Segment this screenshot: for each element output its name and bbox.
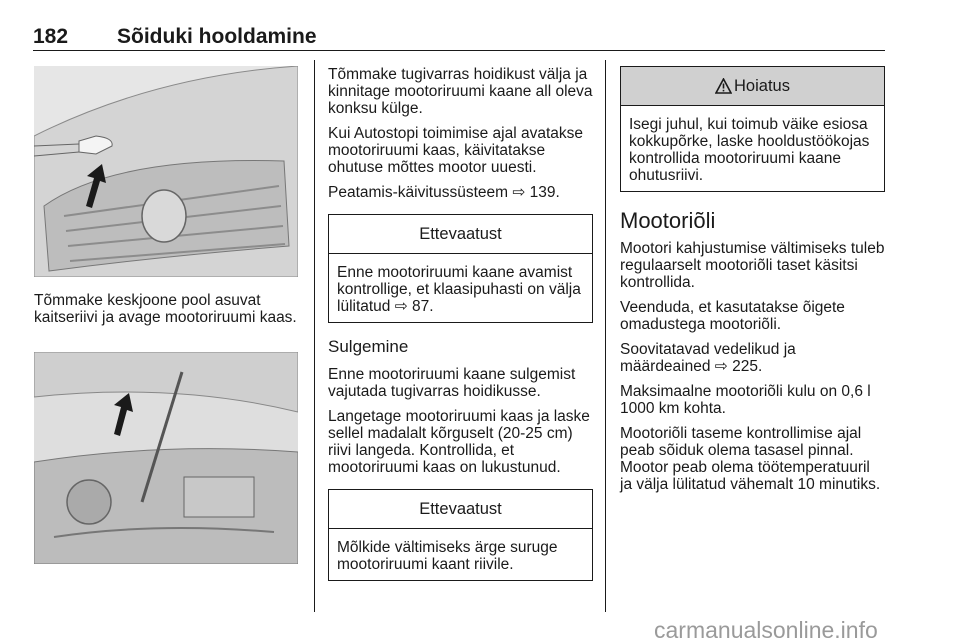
hood-open-instruction: Tõmmake keskjoone pool asuvat kaitseriivi ja avage mootoriruumi kaas.	[34, 292, 297, 326]
right-column	[620, 66, 885, 501]
prop-rod-paragraph: Tõmmake tugivarras hoidikust välja ja kinnitage mootoriruumi kaane all oleva konksu külge.	[328, 66, 593, 117]
oil-paragraph-4: Maksimaalne mootoriõli kulu on 0,6 l 1000 km kohta.	[620, 383, 871, 417]
oil-paragraph-2: Veenduda, et kasutatakse õigete omadustega mootoriõli.	[620, 299, 845, 333]
page-title: Sõiduki hooldamine	[117, 25, 317, 48]
header-divider	[33, 50, 885, 51]
left-column	[34, 292, 300, 334]
caution-body: Enne mootoriruumi kaane avamist kontrollige, et klaasipuhasti on välja lülitatud ⇨ 87.	[337, 264, 581, 315]
caution-title: Ettevaatust	[329, 490, 592, 529]
column-divider-1	[314, 60, 315, 612]
caution-box-dents	[328, 489, 593, 581]
engine-oil-heading: Mootoriõli	[620, 208, 716, 233]
caution-box-wiper	[328, 214, 593, 323]
autostop-paragraph: Kui Autostopi toimimise ajal avatakse mootoriruumi kaas, käivitatakse ohutuse mõttes mootor uuesti.	[328, 125, 584, 176]
oil-paragraph-3: Soovitatavad vedelikud ja määrdeained ⇨ 225.	[620, 341, 796, 375]
hood-release-arrow-illustration	[34, 66, 298, 277]
hood-release-figure	[34, 66, 298, 277]
stop-start-reference: Peatamis-käivitussüsteem ⇨ 139.	[328, 184, 560, 201]
caution-body: Mõlkide vältimiseks ärge suruge mootoriruumi kaant riivile.	[337, 539, 558, 573]
closing-heading: Sulgemine	[328, 337, 409, 356]
oil-paragraph-1: Mootori kahjustumise vältimiseks tuleb regulaarselt mootoriõli taset käsitsi kontrollida.	[620, 240, 885, 291]
closing-paragraph-2: Langetage mootoriruumi kaas ja laske sellel madalalt kõrguselt (20-25 cm) riivi langeda. Kontrollida, et mootoriruumi kaas on lukustunud.	[328, 408, 590, 476]
page-number: 182	[33, 25, 69, 48]
page-header	[33, 22, 885, 50]
warning-header	[621, 67, 884, 106]
column-divider-2	[605, 60, 606, 612]
warning-triangle-icon	[715, 78, 732, 94]
hood-prop-figure	[34, 352, 298, 564]
oil-paragraph-5: Mootoriõli taseme kontrollimise ajal peab sõiduk olema tasasel pinnal. Mootor peab olema töötemperatuuril ja välja lülitatud vähemalt 10 minutiks.	[620, 425, 881, 493]
caution-title: Ettevaatust	[329, 215, 592, 254]
watermark: carmanualsonline.info	[654, 617, 878, 643]
warning-title: Hoiatus	[734, 76, 790, 95]
middle-column	[328, 66, 593, 581]
warning-body: Isegi juhul, kui toimub väike esiosa kokkupõrke, laske hooldustöökojas kontrollida mootoriruumi kaane ohutusriivi.	[629, 116, 870, 184]
closing-paragraph-1: Enne mootoriruumi kaane sulgemist vajutada tugivarras hoidikusse.	[328, 366, 576, 400]
hood-prop-rod-illustration	[34, 352, 298, 564]
warning-box	[620, 66, 885, 192]
